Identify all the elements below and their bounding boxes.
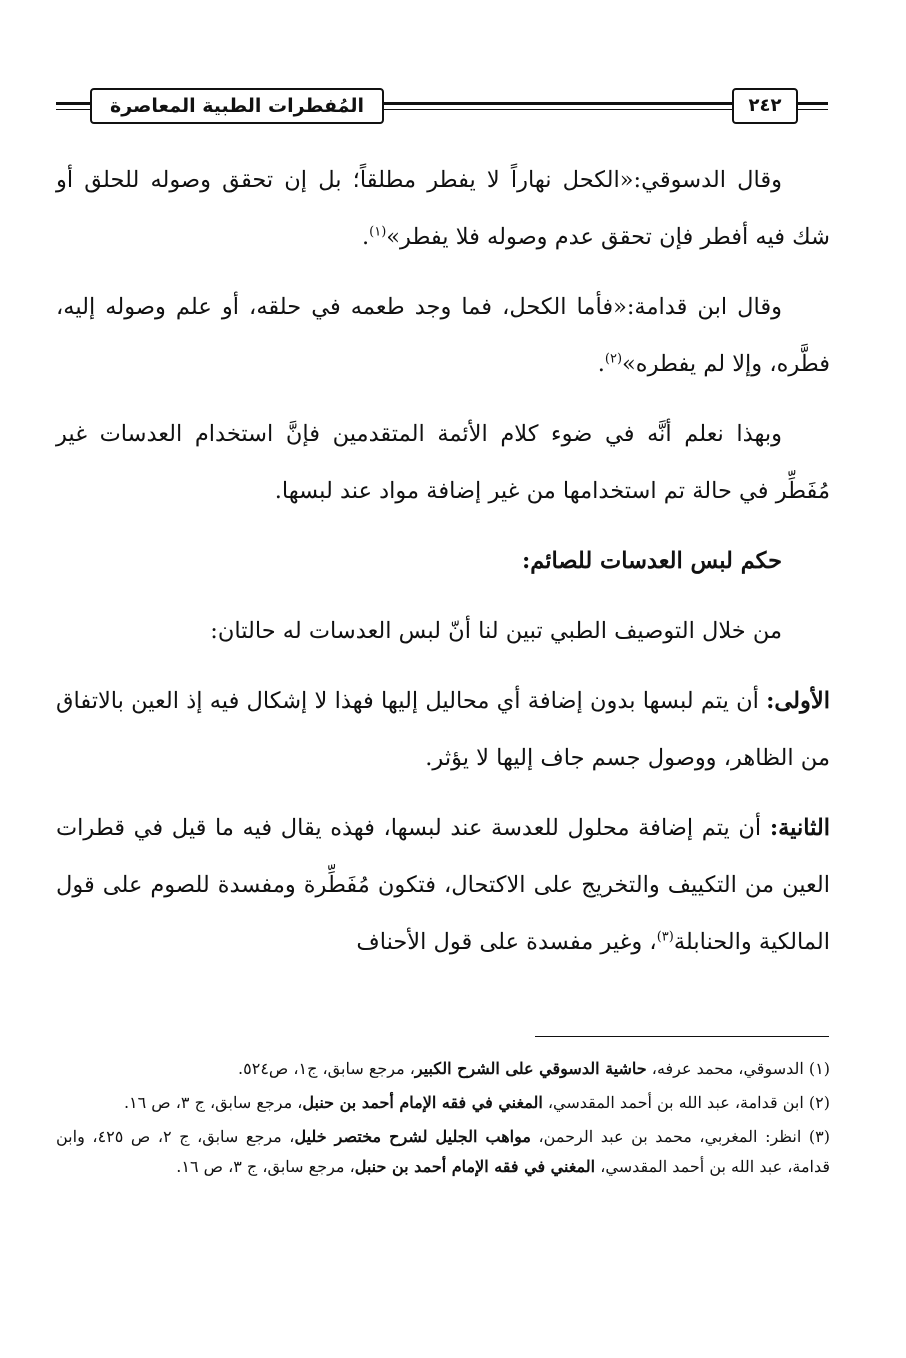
paragraph-conclusion — [56, 406, 830, 520]
paragraph-text: وقال ابن قدامة:«فأما الكحل، فما وجد طعمه في حلقه، أو علم وصوله إليه، فطَّره، وإلا لم يفطره» — [56, 294, 830, 377]
footnote-1 — [56, 1054, 830, 1084]
paragraph-text: وبهذا نعلم أنَّه في ضوء كلام الأئمة المتقدمين فإنَّ استخدام العدسات غير مُفَطِّر في حالة تم استخدامها من غير إضافة مواد عند لبسها. — [56, 421, 830, 504]
paragraph-text: أن يتم لبسها بدون إضافة أي محاليل إليها فهذا لا إشكال فيه إذ العين بالاتفاق من الظاهر، ووصول جسم جاف إليها لا يؤثر. — [56, 688, 830, 771]
footnote-number: (١) — [808, 1059, 830, 1078]
running-header — [56, 84, 828, 124]
case-label-second: الثانية: — [769, 815, 830, 841]
footnote-author: انظر: المغربي، محمد بن عبد الرحمن، — [530, 1127, 809, 1146]
paragraph-end: . — [361, 224, 370, 250]
footnote-number: (٣) — [808, 1127, 831, 1146]
footnote-book-title: مواهب الجليل لشرح مختصر خليل — [294, 1127, 531, 1146]
footnote-ref-1: (١) — [369, 224, 387, 240]
paragraph-end: . — [597, 351, 605, 377]
footnote-citation-2: ، مرجع سابق، ج ٣، ص ١٦. — [176, 1157, 355, 1176]
footnote-citation: ، مرجع سابق، ج١، ص٥٢٤. — [238, 1059, 415, 1078]
footnote-book-title: المغني في فقه الإمام أحمد بن حنبل — [302, 1093, 543, 1112]
paragraph-tail: ، وغير مفسدة على قول الأحناف — [356, 929, 657, 955]
footnote-ref-2: (٢) — [604, 351, 623, 367]
footnote-author: الدسوقي، محمد عرفه، — [646, 1059, 809, 1078]
page-number: ٢٤٢ — [732, 88, 798, 124]
footnote-citation: ، مرجع سابق، ج ٣، ص ١٦. — [123, 1093, 303, 1112]
paragraph-text: وقال الدسوقي:«الكحل نهاراً لا يفطر مطلقاً؛ بل إن تحقق وصوله للحلق أو شك فيه أفطر فإن تحقق عدم وصوله فلا يفطر» — [56, 167, 830, 250]
footnotes — [56, 1054, 830, 1186]
footnote-2 — [56, 1088, 830, 1118]
paragraph-ibn-qudama-quote — [56, 279, 830, 393]
footnote-number: (٢) — [808, 1093, 830, 1112]
footnote-book-title: حاشية الدسوقي على الشرح الكبير — [414, 1059, 647, 1078]
running-title: المُفطرات الطبية المعاصرة — [90, 88, 384, 124]
footnote-book-title-2: المغني في فقه الإمام أحمد بن حنبل — [354, 1157, 596, 1176]
main-text — [56, 152, 830, 971]
footnote-author: ابن قدامة، عبد الله بن أحمد المقدسي، — [542, 1093, 809, 1112]
footnote-separator — [535, 1036, 829, 1037]
section-heading: حكم لبس العدسات للصائم: — [521, 548, 782, 574]
footnote-3 — [56, 1122, 830, 1182]
paragraph-case-one — [56, 673, 830, 787]
footnote-ref-3: (٣) — [656, 929, 674, 945]
paragraph-dasuqi-quote — [56, 152, 830, 266]
paragraph-text: من خلال التوصيف الطبي تبين لنا أنّ لبس العدسات له حالتان: — [210, 618, 782, 644]
paragraph-text: أن يتم إضافة محلول للعدسة عند لبسها، فهذه يقال فيه ما قيل في قطرات العين من التكييف والتخريج على الاكتحال، فتكون مُفَطِّرة ومفسدة للصوم على قول المالكية والحنابلة — [56, 815, 830, 955]
case-label-first: الأولى: — [766, 688, 830, 714]
footnote-citation: ، مرجع سابق، ج ٢، ص ٤٢٥، وابن قدامة، عبد الله بن أحمد المقدسي، — [56, 1127, 830, 1176]
paragraph-case-two — [56, 800, 830, 971]
paragraph-two-cases — [56, 603, 830, 660]
